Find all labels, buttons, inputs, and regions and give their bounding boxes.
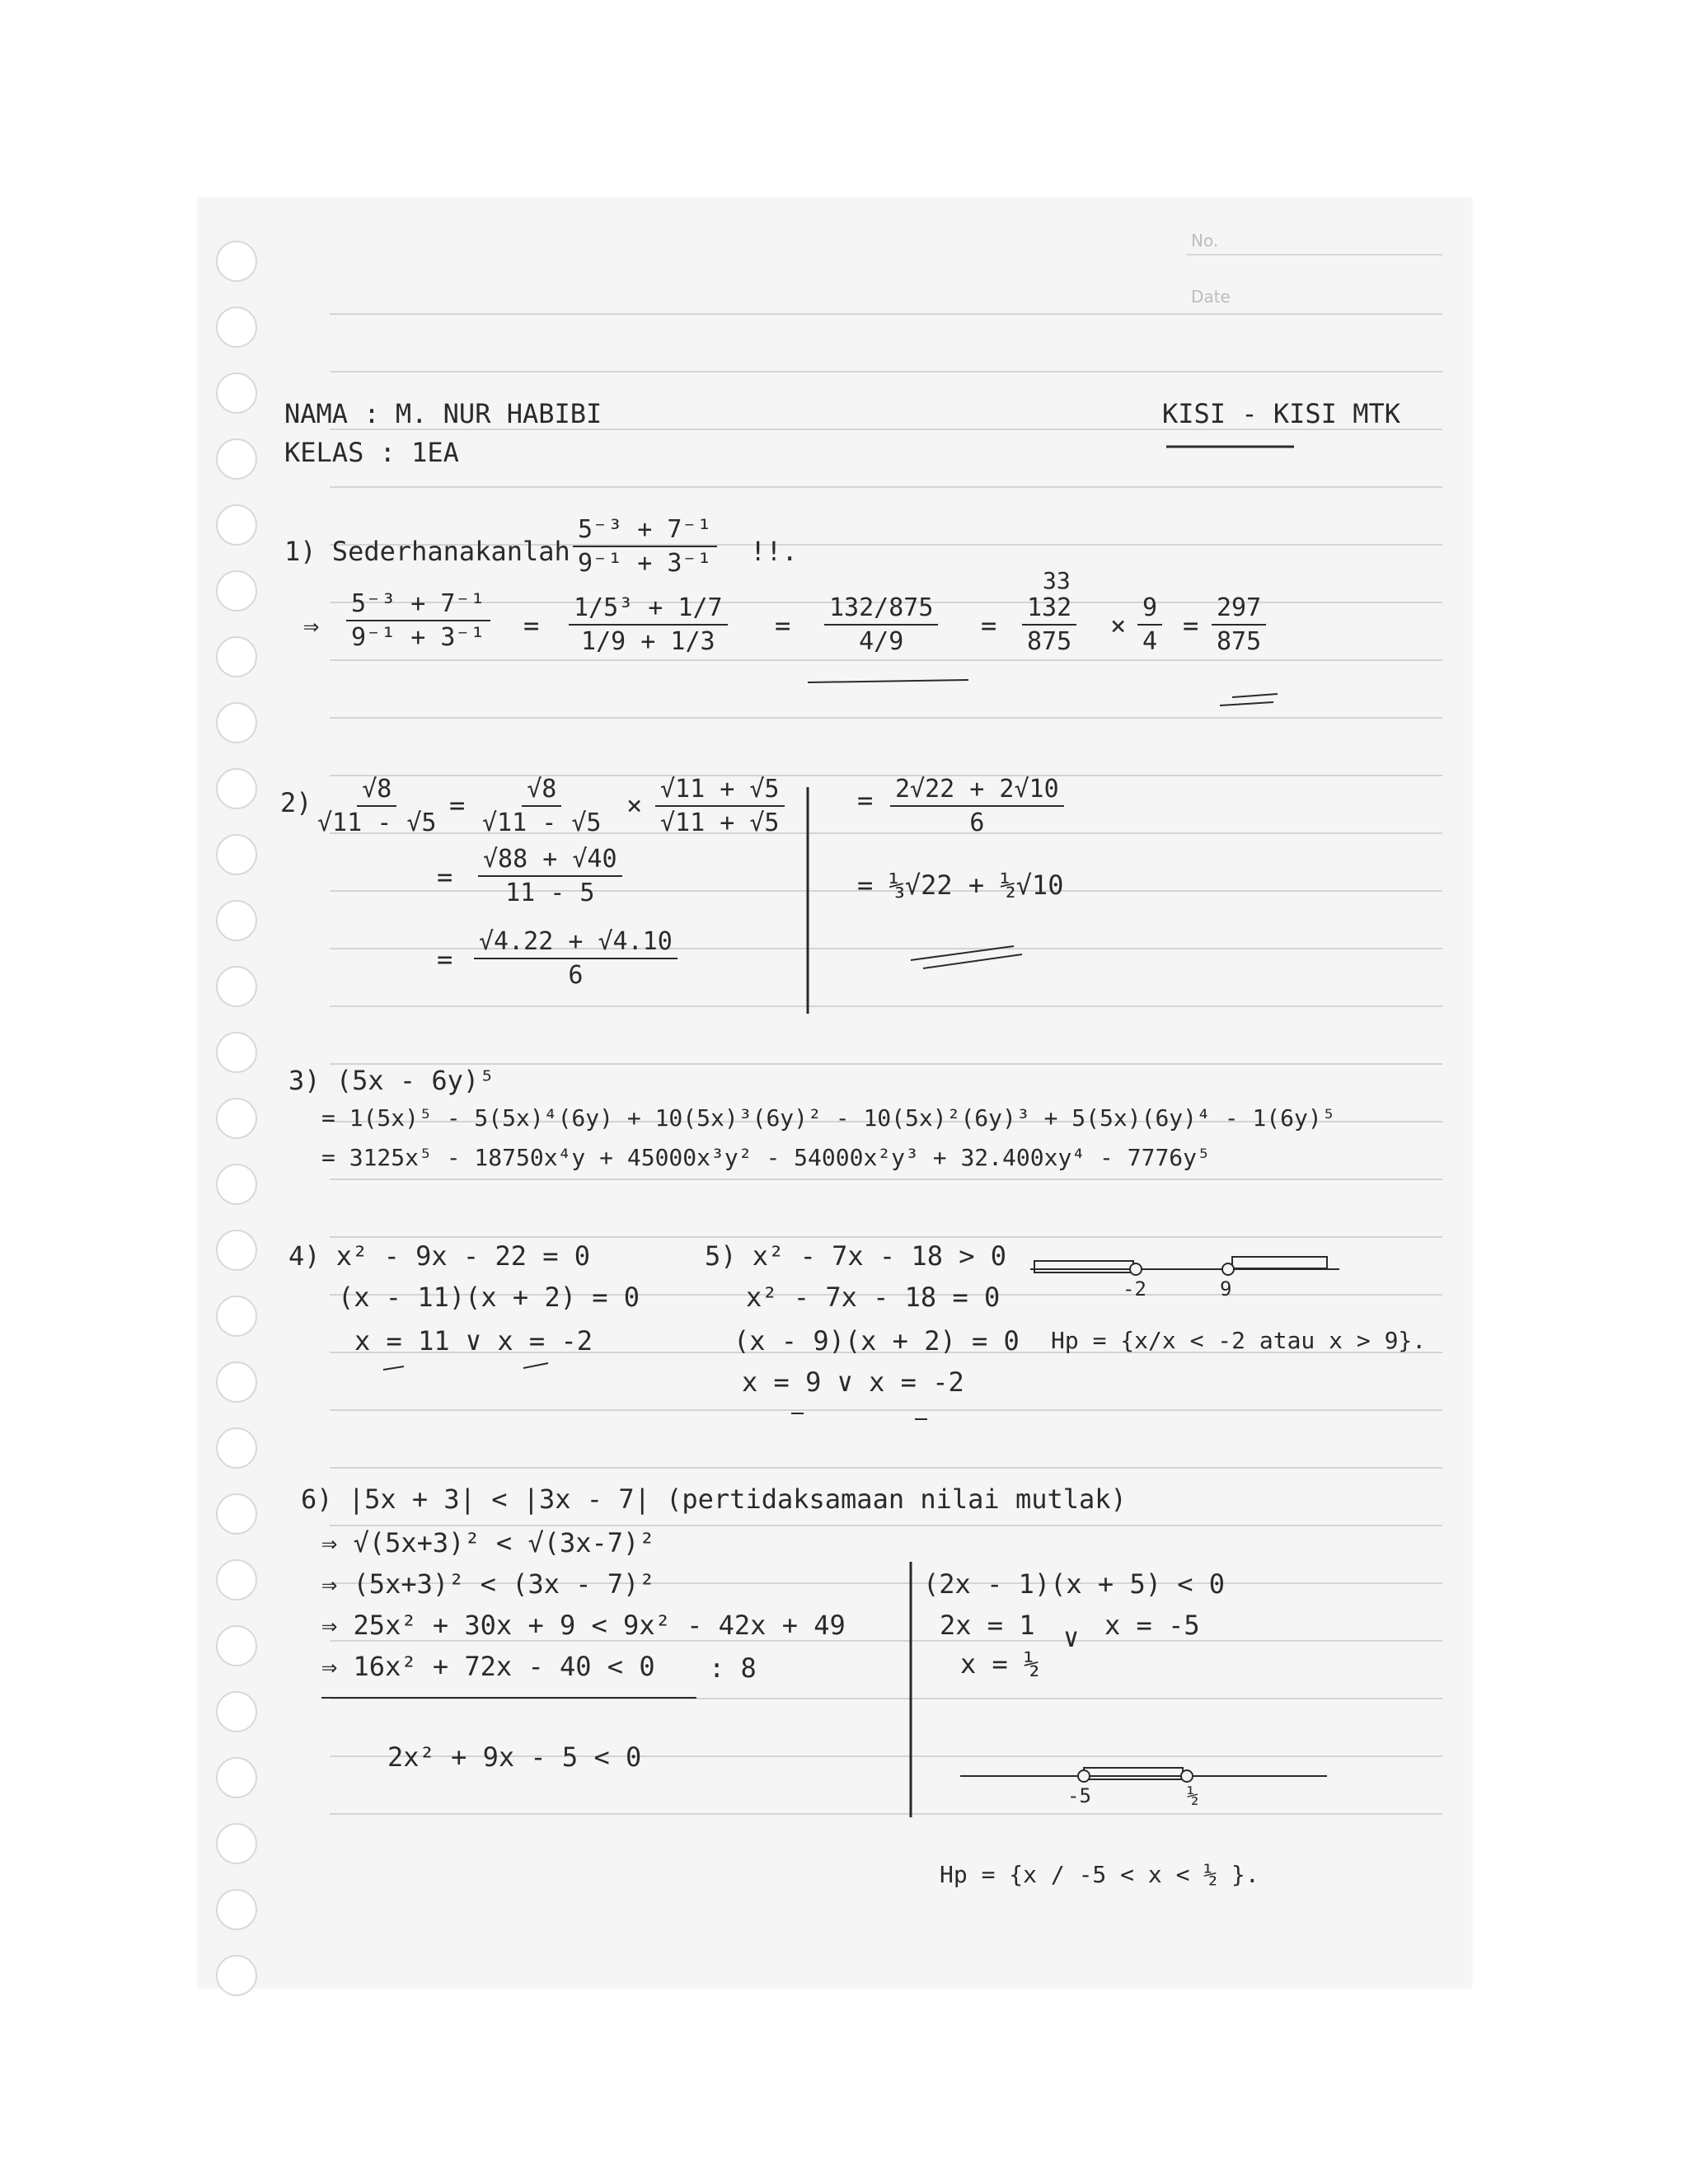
p2-l4-numerator: √88 + √40 [478,845,622,877]
p1-expr-numerator: 5⁻³ + 7⁻¹ [573,515,717,547]
p1-result-numerator: 297 [1212,593,1266,626]
p1-statement: 1) Sederhanakanlah [284,536,570,567]
p2-eq-4: = [857,785,874,816]
p6-r2: 2x = 1 [940,1610,1035,1641]
p3-line3: = 3125x⁵ - 18750x⁴y + 45000x³y² - 54000x²y³ + 32.400xy⁴ - 7776y⁵ [321,1144,1211,1171]
page-title: KISI - KISI MTK [1162,398,1400,429]
date-label: Date [1191,287,1231,307]
student-name: NAMA : M. NUR HABIBI [284,398,603,429]
p6-tick-right: ½ [1187,1784,1199,1807]
p4-root1-underline [383,1366,404,1370]
notebook-page [198,198,1471,1988]
p1-step3-numerator: 132/875 [824,593,938,626]
p2-l5-denominator: 6 [568,961,584,990]
p6-r1: (2x - 1)(x + 5) < 0 [923,1568,1226,1600]
p1-expr-denominator: 9⁻¹ + 3⁻¹ [578,549,712,578]
p3-line1: 3) (5x - 6y)⁵ [288,1065,495,1096]
p6-r4: x = -5 [1104,1610,1200,1641]
p2-l2-denominator: √11 - √5 [482,808,602,837]
student-class: KELAS : 1EA [284,437,459,468]
p6-r3: x = ½ [960,1648,1040,1680]
p1-step1-numerator: 5⁻³ + 7⁻¹ [346,589,490,621]
p1-times: × [1110,610,1127,641]
p4-line2: (x - 11)(x + 2) = 0 [338,1282,640,1313]
p6-line3: ⇒ (5x+3)² < (3x - 7)² [321,1568,655,1600]
p1-step4-b-denominator: 4 [1142,627,1158,656]
p6-divide-note: : 8 [709,1652,757,1684]
p5-line4: x = 9 ∨ x = -2 [742,1366,964,1398]
p2-r2: = ⅓√22 + ½√10 [857,869,1064,901]
p2-l5-numerator: √4.22 + √4.10 [474,927,678,959]
no-label: No. [1191,231,1219,251]
p5-shade-right [1232,1257,1327,1268]
p1-step2-numerator: 1/5³ + 1/7 [569,593,728,626]
p1-main-fraction-bar [808,680,968,682]
p6-line5: ⇒ 16x² + 72x - 40 < 0 [321,1651,655,1682]
p5-tick-left: -2 [1123,1277,1146,1301]
p5-line2: x² - 7x - 18 = 0 [746,1282,1001,1313]
p2-eq-1: = [449,790,466,821]
p2-eq-2: = [437,861,453,893]
p1-eq-1: = [523,610,540,641]
p5-open-point-left [1130,1263,1142,1275]
p2-l3-numerator: √11 + √5 [655,775,785,807]
p1-exclamation: !!. [750,536,798,567]
p1-step2-denominator: 1/9 + 1/3 [581,627,715,656]
handwritten-marks [198,198,1471,1988]
p5-line3: (x - 9)(x + 2) = 0 [734,1325,1020,1357]
p1-eq-2: = [775,610,791,641]
p6-line2: ⇒ √(5x+3)² < √(3x-7)² [321,1527,655,1558]
p1-step4-b-numerator: 9 [1137,593,1162,626]
p1-step4-a-denominator: 875 [1027,627,1072,656]
p5-open-point-right [1222,1263,1234,1275]
p6-line6: 2x² + 9x - 5 < 0 [387,1741,642,1773]
p6-shade-middle [1084,1768,1183,1779]
p2-label: 2) [280,787,312,818]
p1-step3-denominator: 4/9 [859,627,904,656]
p2-l2-numerator: √8 [522,775,561,807]
p3-line2: = 1(5x)⁵ - 5(5x)⁴(6y) + 10(5x)³(6y)² - 10(5x)²(6y)³ + 5(5x)(6y)⁴ - 1(6y)⁵ [321,1104,1336,1132]
p6-line1: 6) |5x + 3| < |3x - 7| (pertidaksamaan nilai mutlak) [301,1483,1127,1515]
p4-line1: 4) x² - 9x - 22 = 0 [288,1240,591,1272]
p2-l1-denominator: √11 - √5 [317,808,437,837]
p6-line4: ⇒ 25x² + 30x + 9 < 9x² - 42x + 49 [321,1610,846,1641]
p6-solution-set: Hp = {x / -5 < x < ½ }. [940,1861,1259,1888]
p2-r1-numerator: 2√22 + 2√10 [890,775,1064,807]
p5-line1: 5) x² - 7x - 18 > 0 [705,1240,1007,1272]
p2-times: × [626,790,643,821]
p6-open-point-left [1078,1770,1090,1782]
p5-solution-set: Hp = {x/x < -2 atau x > 9}. [1051,1327,1427,1354]
p5-shade-left [1034,1261,1133,1272]
p1-step4-a-numerator: 132 [1022,593,1076,626]
p1-eq-3: = [981,610,997,641]
p6-or: ∨ [1063,1622,1080,1653]
p6-open-point-right [1181,1770,1193,1782]
p2-eq-3: = [437,944,453,975]
p5-tick-right: 9 [1220,1277,1232,1301]
p2-l3-denominator: √11 + √5 [660,808,780,837]
p2-r1-denominator: 6 [969,808,985,837]
p1-result-underline-2 [1220,702,1273,705]
p6-tick-left: -5 [1067,1784,1091,1807]
p1-cancel-note: 33 [1043,567,1071,594]
p1-arrow: ⇒ [303,610,320,641]
p2-l1-numerator: √8 [357,775,396,807]
p1-step1-denominator: 9⁻¹ + 3⁻¹ [351,623,485,652]
p1-eq-4: = [1183,610,1199,641]
p1-result-underline-1 [1232,694,1278,697]
p4-line3: x = 11 ∨ x = -2 [354,1325,593,1357]
p2-l4-denominator: 11 - 5 [505,879,595,907]
p4-root2-underline [523,1363,548,1368]
p1-result-denominator: 875 [1217,627,1262,656]
